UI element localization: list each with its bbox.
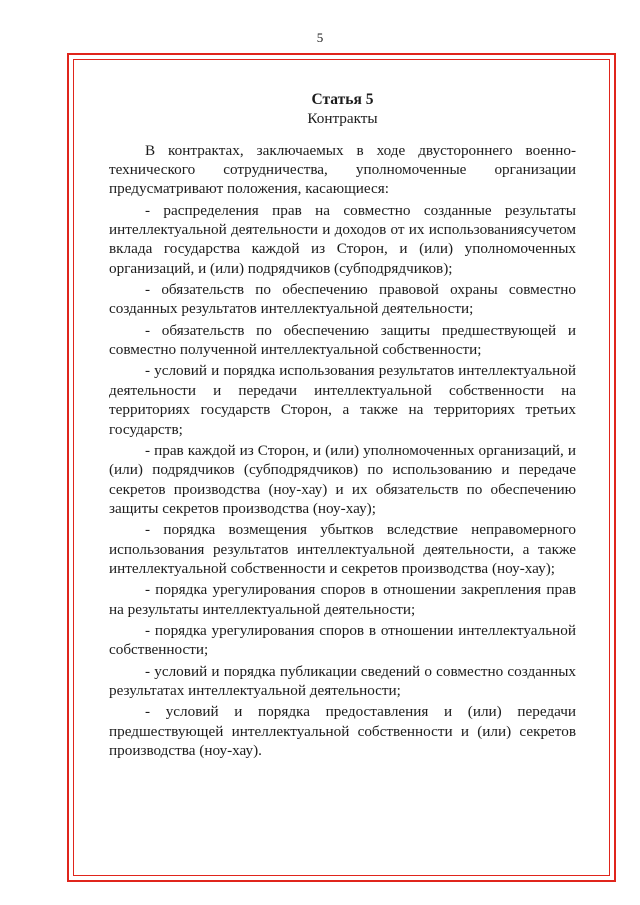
list-item: - условий и порядка использования результатов интеллектуальной деятельности и передачи интеллектуальной собственности на территориях государств Сторон, а также на территориях третьих государств; xyxy=(109,362,576,438)
article-title: Статья 5 xyxy=(311,91,374,108)
list-item: - условий и порядка публикации сведений о совместно созданных результатах интеллектуальной деятельности; xyxy=(109,662,576,699)
list-item: - обязательств по обеспечению защиты предшествующей и совместно полученной интеллектуальной собственности; xyxy=(109,321,576,359)
list-item: - порядка возмещения убытков вследствие неправомерного использования результатов интеллектуальной деятельности, а также интеллектуальной собственности и секретов производства (ноу-хау); xyxy=(109,521,576,577)
article-body xyxy=(109,90,576,762)
list-item: - условий и порядка предоставления и (или) передачи предшествующей интеллектуальной собственности и (или) секретов производства (ноу-хау). xyxy=(109,703,576,759)
list-item: - обязательств по обеспечению правовой охраны совместно созданных результатов интеллектуальной деятельности; xyxy=(109,281,576,318)
article-subtitle: Контракты xyxy=(307,110,378,128)
list-item: - порядка урегулирования споров в отношении интеллектуальной собственности; xyxy=(109,621,576,659)
list-item: - порядка урегулирования споров в отношении закрепления прав на результаты интеллектуальной деятельности; xyxy=(109,581,576,618)
page-number: 5 xyxy=(316,30,324,45)
list-item: - распределения прав на совместно созданные результаты интеллектуальной деятельности и доходов от их использованиясучетом вклада государства каждой из Сторон, и (или) уполномоченных организаций, и (или) подрядчиков (субподрядчиков); xyxy=(109,201,576,277)
article-intro: В контрактах, заключаемых в ходе двустороннего военно-технического сотрудничества, уполномоченные организации предусматривают положения, касающиеся: xyxy=(109,141,576,198)
list-item: - прав каждой из Сторон, и (или) уполномоченных организаций, и (или) подрядчиков (субподрядчиков) по использованию и передаче секретов производства (ноу-хау) и их обязательств по обеспечению защиты секретов производства (ноу-хау); xyxy=(109,441,576,517)
